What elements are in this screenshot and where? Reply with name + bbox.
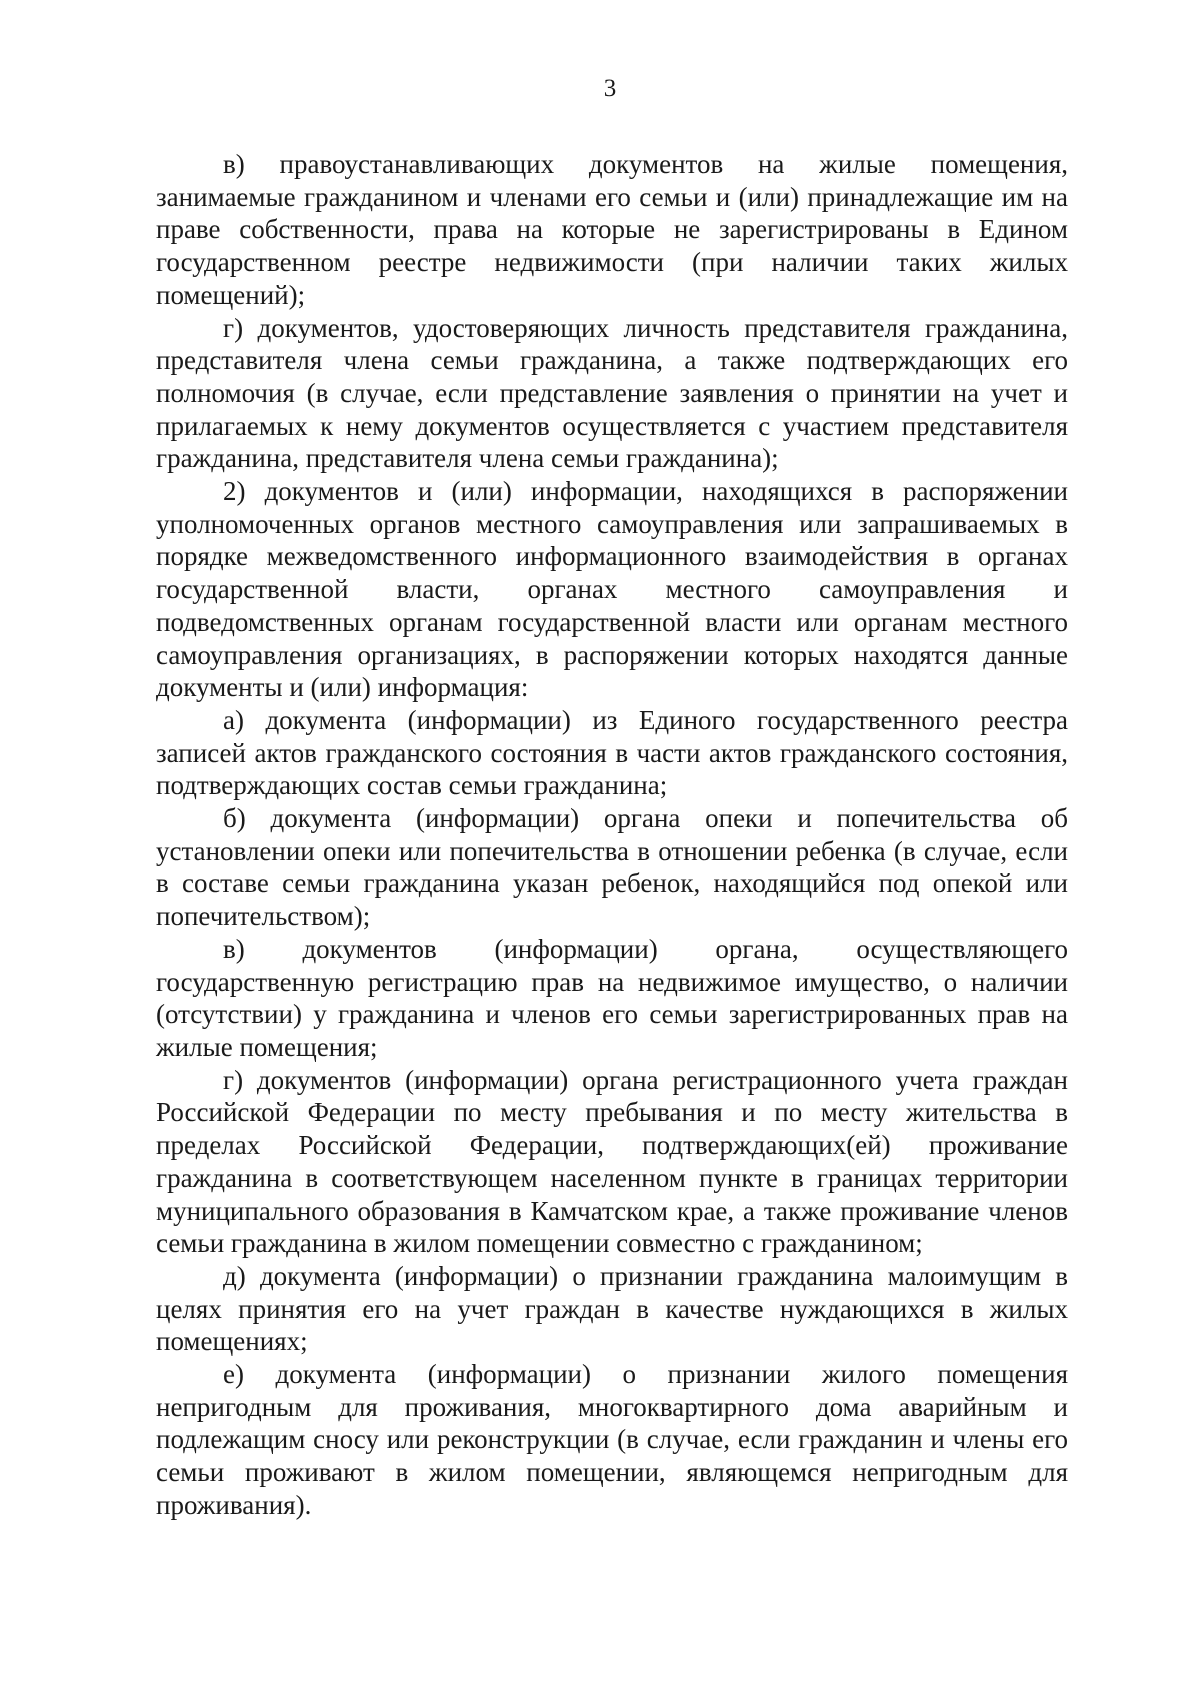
paragraph-g-identity-documents: г) документов, удостоверяющих личность представителя гражданина, представителя члена семьи гражданина, а также подтверждающих его полномочия (в случае, если представление заявления о принятии на учет и прилагаемых к нему документов осуществляется с участием представителя гражданина, представителя члена семьи гражданина); <box>156 312 1068 474</box>
paragraph-a-civil-registry: а) документа (информации) из Единого государственного реестра записей актов гражданского состояния в части актов гражданского состояния, подтверждающих состав семьи гражданина; <box>156 704 1068 801</box>
page-number: 3 <box>603 75 617 102</box>
paragraph-v-title-documents: в) правоустанавливающих документов на жилые помещения, занимаемые гражданином и членами его семьи и (или) принадлежащие им на праве собственности, права на которые не зарегистрированы в Едином государственном реестре недвижимости (при наличии таких жилых помещений); <box>156 149 1068 310</box>
paragraph-2-interagency-documents: 2) документов и (или) информации, находящихся в распоряжении уполномоченных органов местного самоуправления или запрашиваемых в порядке межведомственного информационного взаимодействия в органах государственной власти, органах местного самоуправления и подведомственных органам государственной власти или органам местного самоуправления организациях, в распоряжении которых находятся данные документы и (или) информация: <box>156 476 1068 703</box>
paragraph-g-residence-registration: г) документов (информации) органа регистрационного учета граждан Российской Федерации по месту пребывания и по месту жительства в пределах Российской Федерации, подтверждающих(ей) проживание гражданина в соответствующем населенном пункте в границах территории муниципального образования в Камчатском крае, а также проживание членов семьи гражданина в жилом помещении совместно с гражданином; <box>156 1064 1068 1259</box>
paragraph-d-low-income-status: д) документа (информации) о признании гражданина малоимущим в целях принятия его на учет граждан в качестве нуждающихся в жилых помещениях; <box>156 1260 1068 1357</box>
paragraph-e-unfit-housing: е) документа (информации) о признании жилого помещения непригодным для проживания, многоквартирного дома аварийным и подлежащим сносу или реконструкции (в случае, если гражданин и члены его семьи проживают в жилом помещении, являющемся непригодным для проживания). <box>156 1359 1068 1520</box>
paragraph-b-guardianship: б) документа (информации) органа опеки и попечительства об установлении опеки или попечительства в отношении ребенка (в случае, если в составе семьи гражданина указан ребенок, находящийся под опекой или попечительством); <box>156 803 1068 932</box>
paragraph-v-property-registration: в) документов (информации) органа, осуществляющего государственную регистрацию прав на недвижимое имущество, о наличии (отсутствии) у гражданина и членов его семьи зарегистрированных прав на жилые помещения; <box>156 933 1068 1062</box>
document-body <box>156 148 1068 1522</box>
